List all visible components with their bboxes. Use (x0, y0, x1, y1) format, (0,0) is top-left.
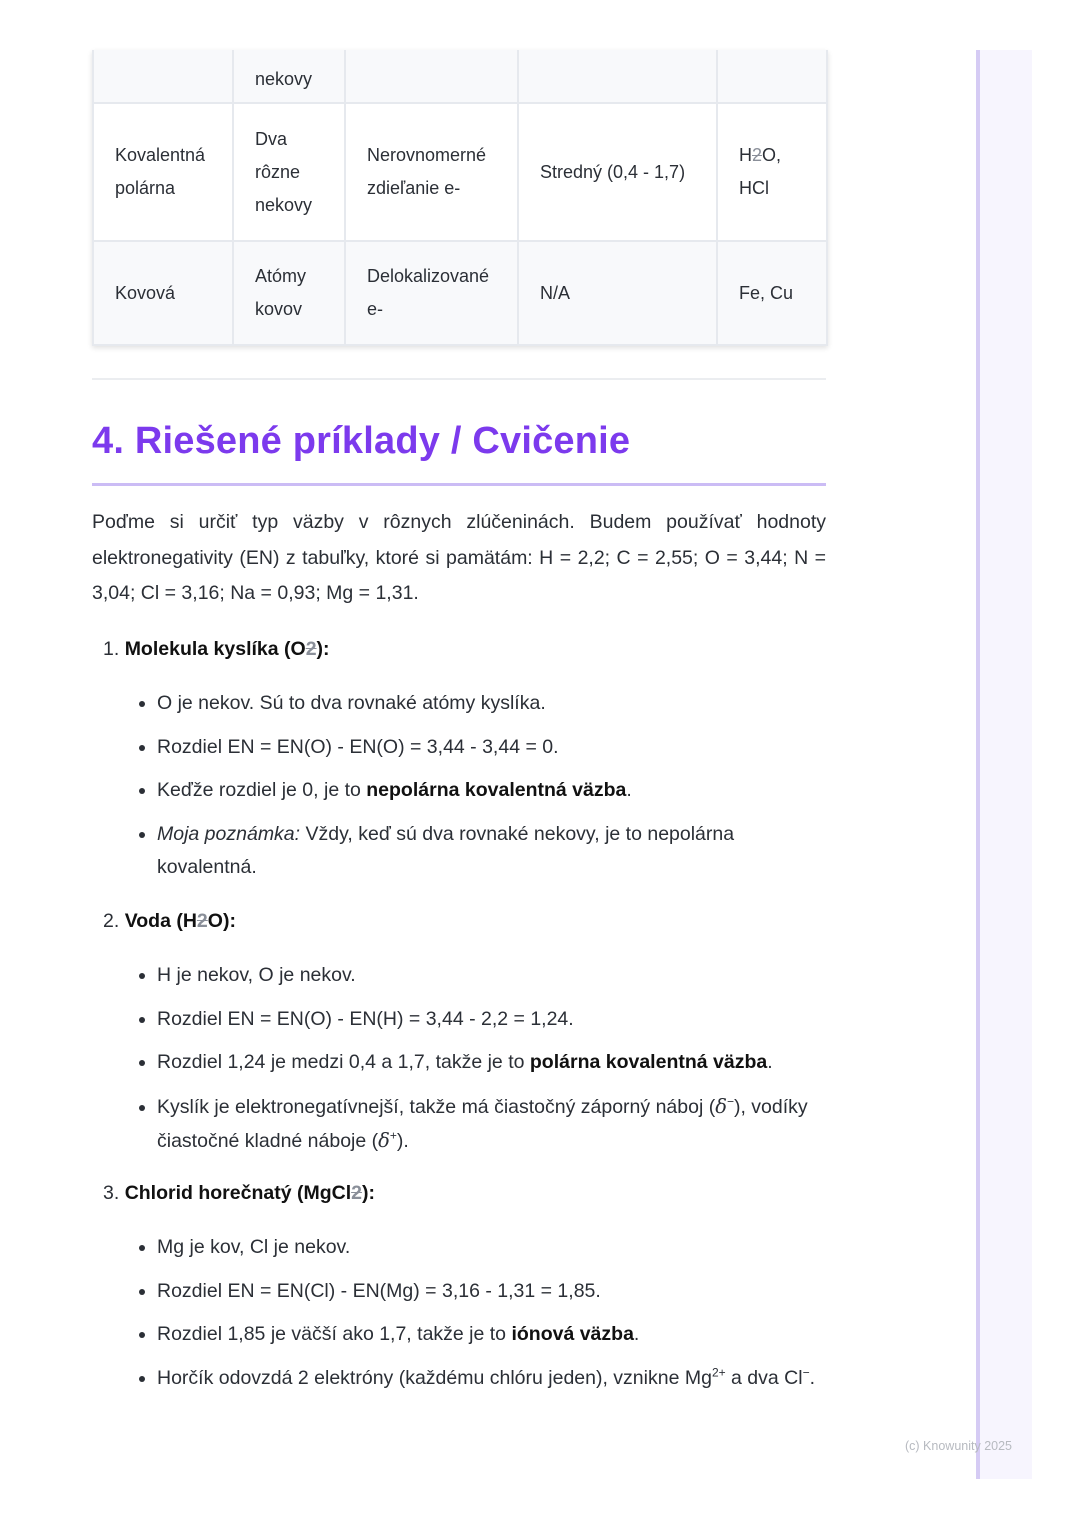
side-panel (976, 50, 1032, 1479)
example-title: Chlorid horečnatý (MgCl (124, 1182, 352, 1204)
subscript: 2 (351, 1182, 362, 1204)
table-cell (233, 103, 345, 241)
subscript: 2 (752, 145, 763, 165)
bold-term: iónová väzba (511, 1323, 634, 1345)
text: Keďže rozdiel je 0, je to (157, 779, 367, 801)
bold-term: polárna kovalentná väzba (529, 1051, 768, 1073)
list-item: • Mg je kov, Cl je nekov. (157, 1231, 837, 1264)
cell-text: Delokalizované (367, 266, 490, 286)
list-item (157, 1090, 837, 1158)
list-item (157, 1362, 837, 1395)
text: Rozdiel 1,85 je väčší ako 1,7, takže je to (157, 1323, 512, 1345)
intro-paragraph: Poďme si určiť typ väzby v rôznych zlúčeninách. Budem používať hodnoty elektronegativity (EN) z tabuľky, ktoré si pamätám: H = 2,2; C = 2,55; O = 3,44; N = 3,04; Cl = 3,16; Na = 0,93; Mg = 1,31. (92, 511, 826, 604)
table-cell (233, 241, 345, 345)
heading-underline (92, 483, 826, 486)
table-cell: Kovová (93, 241, 233, 345)
example-title: Molekula kyslíka (O (124, 638, 306, 660)
list-item: • O je nekov. Sú to dva rovnaké atómy kyslíka. (157, 687, 837, 720)
cell-text: Kovalentná (115, 145, 206, 165)
cell-text: e- (367, 299, 384, 319)
example-title: Voda (H (124, 910, 197, 932)
bond-types-table (92, 50, 828, 346)
cell-text: Dva (255, 128, 288, 149)
text: Rozdiel 1,24 je medzi 0,4 a 1,7, takže je to (157, 1051, 530, 1073)
text: Horčík odovzdá 2 elektróny (každému chlóru jeden), vznikne Mg (157, 1366, 712, 1389)
text: Kyslík je elektronegatívnejší, takže má čiastočný záporný náboj ( (157, 1095, 716, 1118)
section-heading: 4. Riešené príklady / Cvičenie (92, 420, 631, 462)
example-title: O): (207, 910, 236, 932)
text: . (633, 1323, 640, 1345)
example-heading-1 (103, 633, 330, 666)
table-cell (518, 50, 717, 103)
list-item (157, 1046, 837, 1079)
list-item (157, 818, 837, 884)
example-1-bullets (125, 687, 837, 894)
text: ). (396, 1129, 409, 1152)
example-title: ): (316, 638, 330, 660)
table-cell (717, 103, 827, 241)
table-cell (345, 103, 518, 241)
table-cell (345, 241, 518, 345)
list-number: 2. (103, 910, 120, 932)
superscript: − (802, 1365, 810, 1379)
table-cell (717, 50, 827, 103)
example-3-bullets (125, 1231, 837, 1405)
text: a dva Cl (725, 1366, 803, 1389)
text: Vždy, keď sú dva rovnaké nekovy, je to nepolárna kovalentná. (157, 822, 735, 878)
list-item: • Rozdiel EN = EN(Cl) - EN(Mg) = 3,16 - 1,31 = 1,85. (157, 1275, 837, 1308)
table-cell: Stredný (0,4 - 1,7) (518, 103, 717, 241)
list-item: • Rozdiel EN = EN(O) - EN(H) = 3,44 - 2,2 = 1,24. (157, 1003, 837, 1036)
example-heading-2 (103, 905, 236, 938)
text: . (626, 779, 632, 801)
note-label: Moja poznámka: (157, 822, 301, 845)
example-2-bullets (125, 959, 837, 1168)
cell-text: HCl (739, 178, 769, 198)
cell-text: zdieľanie e- (367, 178, 461, 198)
list-item (157, 1318, 837, 1351)
table-row (93, 50, 827, 103)
text: ), vodíky čiastočné kladné náboje ( (157, 1095, 808, 1152)
cell-text: Atómy (255, 266, 307, 286)
list-number: 3. (103, 1182, 120, 1204)
subscript: 2 (196, 910, 208, 932)
subscript: 2 (305, 638, 317, 660)
cell-text: O, (762, 145, 782, 165)
copyright-footer: (c) Knowunity 2025 (905, 1439, 1013, 1453)
list-item: • H je nekov, O je nekov. (157, 959, 837, 992)
cell-text: Nerovnomerné (367, 145, 487, 165)
table-cell: Fe, Cu (717, 241, 827, 345)
table-cell (93, 50, 233, 103)
list-number: 1. (103, 638, 120, 660)
table-cell (345, 50, 518, 103)
superscript: − (726, 1094, 734, 1108)
cell-text: kovov (255, 299, 303, 319)
text: . (809, 1366, 816, 1389)
list-item (157, 774, 837, 807)
table-row (93, 103, 827, 241)
text: . (767, 1051, 773, 1073)
table-cell: nekovy (233, 50, 345, 103)
superscript: + (389, 1128, 397, 1142)
table-cell (93, 103, 233, 241)
list-item: • Rozdiel EN = EN(O) - EN(O) = 3,44 - 3,44 = 0. (157, 731, 837, 764)
horizontal-divider (92, 378, 826, 380)
superscript: 2+ (711, 1365, 726, 1379)
bold-term: nepolárna kovalentná väzba (366, 779, 627, 801)
example-title: ): (361, 1182, 375, 1204)
cell-text: rôzne (255, 161, 301, 182)
cell-text: nekovy (255, 194, 313, 215)
delta-symbol: δ (715, 1094, 727, 1118)
table-row (93, 241, 827, 345)
table-cell: N/A (518, 241, 717, 345)
cell-text: H (739, 145, 752, 165)
cell-text: polárna (115, 178, 176, 198)
example-heading-3 (103, 1177, 375, 1210)
delta-symbol: δ (378, 1128, 390, 1152)
